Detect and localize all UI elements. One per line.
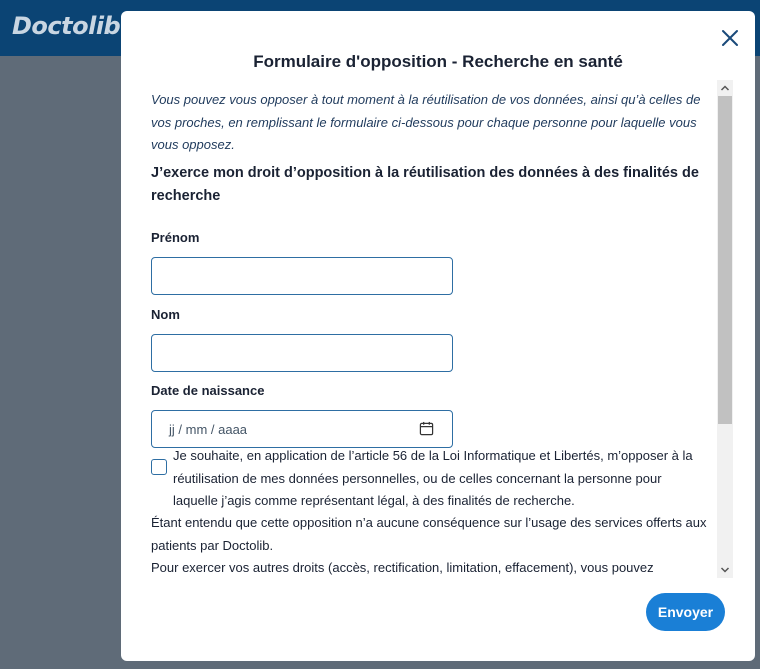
close-button[interactable] <box>718 26 742 50</box>
close-icon <box>718 26 742 50</box>
lastname-input[interactable] <box>151 334 453 372</box>
scroll-down-arrow-icon[interactable] <box>717 562 733 578</box>
scroll-up-arrow-icon[interactable] <box>717 80 733 96</box>
form-scroll-area <box>151 86 716 584</box>
intro-text: Vous pouvez vous opposer à tout moment à la réutilisation de vos données, ainsi qu’à celles de vos proches, en remplissant le formulaire ci-dessous pour chaque personne pour laquelle vous vous opposez. <box>151 92 701 152</box>
opposition-form-modal <box>121 11 755 661</box>
lastname-label: Nom <box>151 307 180 322</box>
send-button[interactable]: Envoyer <box>646 593 725 631</box>
form-scrollbar[interactable] <box>717 80 733 578</box>
scrollbar-thumb[interactable] <box>718 96 732 424</box>
birthdate-label: Date de naissance <box>151 383 265 398</box>
form-heading: J’exerce mon droit d’opposition à la réutilisation des données à des finalités de recherche <box>151 165 699 204</box>
birthdate-input[interactable] <box>151 410 453 448</box>
doctolib-logo: Doctolib <box>12 12 121 40</box>
calendar-icon[interactable] <box>419 421 434 436</box>
rights-text: Pour exercer vos autres droits (accès, rectification, limitation, effacement), vous pouvez <box>151 560 654 575</box>
birthdate-placeholder: jj / mm / aaaa <box>169 422 248 437</box>
consent-text: Je souhaite, en application de l’article 56 de la Loi Informatique et Libertés, m’opposer à la réutilisation de mes données personnelles, ou de celles concernant la personne pour laquelle j’agis comme représentant légal, à des finalités de recherche. <box>173 448 693 508</box>
firstname-label: Prénom <box>151 230 200 245</box>
modal-title: Formulaire d'opposition - Recherche en santé <box>253 52 623 71</box>
firstname-input[interactable] <box>151 257 453 295</box>
consent-checkbox[interactable] <box>151 459 167 475</box>
note-text: Étant entendu que cette opposition n’a aucune conséquence sur l’usage des services offerts aux patients par Doctolib. <box>151 515 707 553</box>
